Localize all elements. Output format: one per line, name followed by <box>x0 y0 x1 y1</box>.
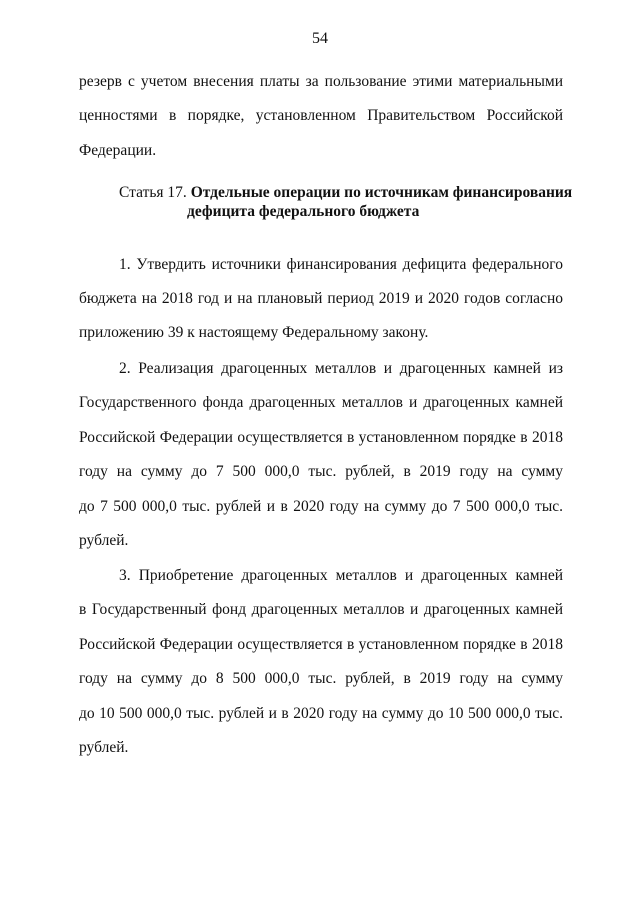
paragraph-line: до 10 500 000,0 тыс. рублей и в 2020 году на сумму до 10 500 000,0 тыс. <box>79 705 563 722</box>
paragraph-line: рублей. <box>79 739 129 756</box>
paragraph-line: бюджета на 2018 год и на плановый период 2019 и 2020 годов согласно <box>79 290 563 307</box>
intro-line: резерв с учетом внесения платы за пользование этими материальными <box>79 73 563 90</box>
paragraph-line: Российской Федерации осуществляется в установленном порядке в 2018 <box>79 636 563 653</box>
paragraph-line: году на сумму до 8 500 000,0 тыс. рублей, в 2019 году на сумму <box>79 670 563 687</box>
article-title-line2: дефицита федерального бюджета <box>187 203 420 220</box>
paragraph-line: 2. Реализация драгоценных металлов и драгоценных камней из <box>119 360 563 377</box>
paragraph-line: рублей. <box>79 532 129 549</box>
paragraph-line: 1. Утвердить источники финансирования дефицита федерального <box>119 256 563 273</box>
paragraph-line: в Государственный фонд драгоценных металлов и драгоценных камней <box>79 601 563 618</box>
paragraph-line: приложению 39 к настоящему Федеральному закону. <box>79 324 429 341</box>
article-label: Статья 17. <box>119 184 187 201</box>
paragraph-line: 3. Приобретение драгоценных металлов и драгоценных камней <box>119 567 563 584</box>
article-title-line1: Отдельные операции по источникам финансирования <box>190 184 573 201</box>
paragraph-line: Государственного фонда драгоценных металлов и драгоценных камней <box>79 394 563 411</box>
paragraph-line: до 7 500 000,0 тыс. рублей и в 2020 году на сумму до 7 500 000,0 тыс. <box>79 498 563 515</box>
paragraph-line: Российской Федерации осуществляется в установленном порядке в 2018 <box>79 429 563 446</box>
intro-line: Федерации. <box>79 142 157 159</box>
paragraph-line: году на сумму до 7 500 000,0 тыс. рублей, в 2019 году на сумму <box>79 463 563 480</box>
intro-line: ценностями в порядке, установленном Правительством Российской <box>79 107 563 124</box>
page-number: 54 <box>312 30 328 47</box>
